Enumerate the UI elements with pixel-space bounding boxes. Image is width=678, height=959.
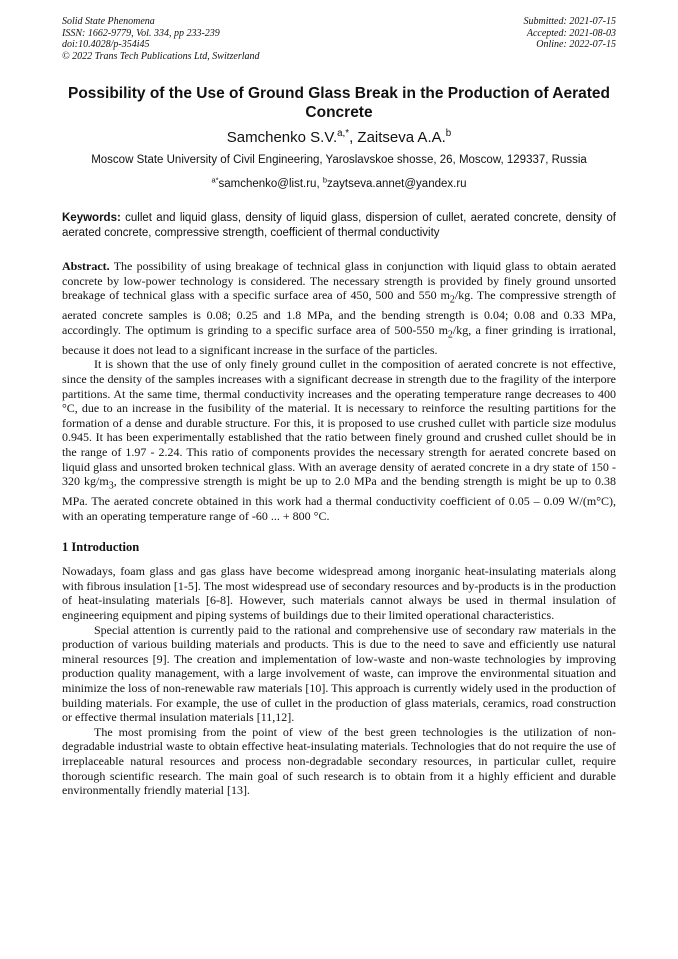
author-list	[62, 128, 616, 147]
keywords-label: Keywords:	[62, 212, 121, 224]
abstract-paragraph-1	[62, 259, 616, 357]
intro-paragraph-1: Nowadays, foam glass and gas glass have become widespread among inorganic heat-insulating materials along with fibrous insulation [1-5]. The most widespread use of secondary resources and by-products is in the production of heat-insulating materials [6-8]. However, such materials cannot always be used in thermal insulation of engineering equipment and piping systems of buildings due to their limited operational characteristics.	[62, 564, 616, 623]
corresponding-mark: *	[345, 128, 350, 140]
journal-info	[62, 16, 260, 62]
abstract-paragraph-2	[62, 357, 616, 523]
abstract-text: It is shown that the use of only finely ground cullet in the composition of aerated concrete is not effective, since the density of the samples increases with a significant decrease in strength due to the fragility of the interpore partitions. At the same time, thermal conductivity increases and the operating temperature range decreases to 400 °C, due to an increase in the fusibility of the material. It is necessary to reinforce the resulting partitions for the formation of a dense and durable structure. For this, it is proposed to use crushed cullet with particle size modulus 0.945. It has been experimentally established that the ratio between finely ground and crushed cullet should be in the range of 1.97 - 2.24. This ratio of components provides the necessary strength for aerated concrete based on liquid glass and unsorted broken technical glass. With an average density of aerated concrete in a dry state of 150 - 320 kg/m	[62, 357, 616, 489]
doi-line: doi:10.4028/p-354i45	[62, 39, 150, 50]
email-2[interactable]: zaytseva.annet@yandex.ru	[327, 178, 467, 190]
paper-title: Possibility of the Use of Ground Glass Break in the Production of Aerated Concrete	[67, 85, 610, 121]
affiliation: Moscow State University of Civil Engineering, Yaroslavskoe shosse, 26, Moscow, 129337, Russia	[91, 154, 587, 166]
author-1-affil-mark: a,	[337, 128, 346, 140]
online-date: Online: 2022-07-15	[536, 39, 616, 50]
abstract-text: , the compressive strength is might be up to 2.0 MPa and the bending strength is might be up to 0.38 MPa. The aerated concrete obtained in this work had a thermal conductivity coefficient of 0.05 – 0.09 W/(m°C), with an operating temperature range of -60 ... + 800 °C.	[62, 474, 616, 523]
abstract-label: Abstract.	[62, 259, 110, 273]
subscript: 2	[447, 329, 453, 341]
author-2: Zaitseva A.A.	[357, 129, 446, 146]
intro-paragraph-2: Special attention is currently paid to the rational and comprehensive use of secondary raw materials in the production of various building materials and products. This is due to the need to save and efficiently use natural mineral resources [9]. The creation and implementation of low-waste and non-waste technologies by improving production quality management, with a large involvement of waste, can improve the environmental situation and minimize the loss of non-renewable raw materials [10]. This approach is currently widely used in the production of building materials. For example, the use of cullet in the production of glass materials, ceramics, road construction or effective thermal insulation materials [11,12].	[62, 622, 616, 725]
email-1[interactable]: samchenko@list.ru,	[218, 178, 323, 190]
submitted-date: Submitted: 2021-07-15	[523, 16, 616, 27]
intro-paragraph-3: The most promising from the point of view of the best green technologies is the utilization of non-degradable industrial waste to obtain effective heat-insulating materials. Technologies that do not require the use of irreplaceable natural resources and process non-degradable secondary resources, in particular cullet, require thorough scientific research. The main goal of such research is to obtain from it a highly efficient and durable environmentally friendly material [13].	[62, 724, 616, 798]
section-heading-introduction: 1 Introduction	[62, 540, 140, 555]
issn-line: ISSN: 1662-9779, Vol. 334, pp 233-239	[62, 27, 220, 39]
subscript: 3	[108, 480, 114, 492]
email-1-mark: a*	[211, 175, 219, 185]
submission-dates	[524, 16, 617, 62]
abstract-section	[62, 259, 616, 523]
journal-header	[62, 16, 616, 62]
subscript: 2	[449, 294, 455, 306]
author-separator: ,	[349, 129, 358, 146]
accepted-date: Accepted: 2021-08-03	[526, 27, 616, 39]
abstract-text: /kg. The compressive strength of aerated concrete samples is 0.08; 0.25 and 1.8 MPa, and the bending strength is 0.04; 0.08 and 0.33 MPa, accordingly. The optimum is grinding to a specific surface area of 500-550 m	[62, 288, 616, 337]
keywords-section	[62, 211, 616, 240]
author-2-affil-mark: b	[445, 128, 452, 140]
journal-name: Solid State Phenomena	[62, 16, 155, 27]
copyright-line: © 2022 Trans Tech Publications Ltd, Switzerland	[62, 50, 260, 62]
author-emails	[62, 177, 616, 192]
abstract-text: /kg, a finer grinding is irrational, because it does not lead to a significant increase in the surface of the particles.	[62, 322, 616, 357]
keywords-text: cullet and liquid glass, density of liquid glass, dispersion of cullet, aerated concrete, density of aerated concrete, compressive strength, coefficient of thermal conductivity	[62, 212, 616, 239]
email-2-mark: b	[322, 175, 328, 185]
author-1: Samchenko S.V.	[226, 129, 338, 146]
abstract-text: The possibility of using breakage of technical glass in conjunction with liquid glass to obtain aerated concrete by low-power technology is considered. The necessary strength is provided by finely ground unsorted breakage of technical glass with a specific surface area of 450, 500 and 550 m	[62, 259, 616, 303]
introduction-section	[62, 564, 616, 798]
